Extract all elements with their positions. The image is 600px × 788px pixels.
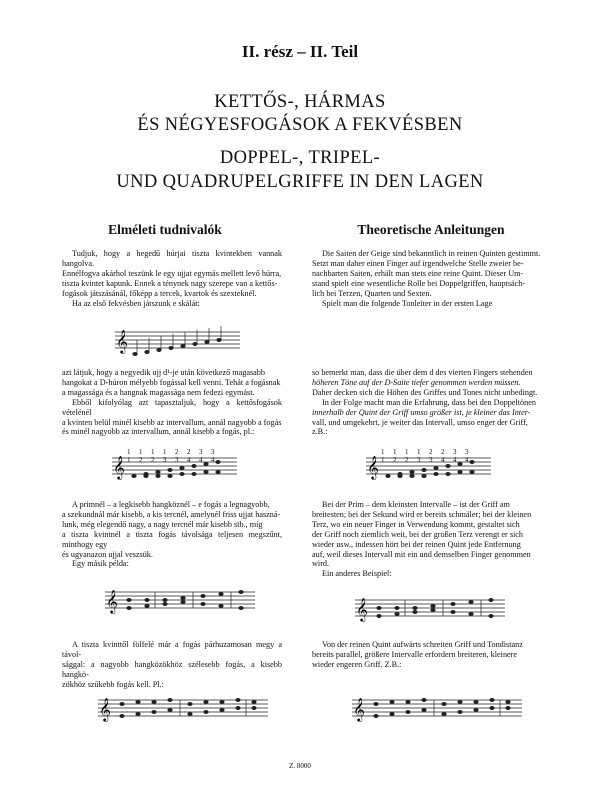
treble-clef-icon: 𝄞 — [356, 597, 368, 621]
finger-number: 4 — [199, 456, 203, 464]
text-line: azt látjuk, hogy a negyedik ujj d¹-je után következő magasabb — [62, 368, 265, 377]
finger-number: 4 — [187, 456, 191, 464]
text-line: innerhalb der Quint der Griff umso größer ist, je kleiner das Inter- — [312, 407, 531, 417]
finger-number: 2 — [441, 448, 445, 456]
finger-number: 1 — [381, 448, 385, 456]
finger-number: 2 — [393, 456, 397, 464]
treble-clef-icon: 𝄞 — [353, 697, 365, 721]
text-line: auf, weil dieses Intervall mit ein und demselben Finger genommen — [312, 549, 531, 559]
right-paragraph-3 — [312, 500, 542, 579]
text-line: wieder usw., indessen hört bei der reinen Quint jede Entfernung — [312, 539, 521, 549]
scale-fingering — [130, 322, 226, 330]
right-paragraph-2 — [312, 368, 542, 437]
text-line: A primnél – a legkisebb hangköznél – e fogás a legnagyobb, — [72, 500, 270, 509]
text-line: a kvinten belül minél kisebb az intervallum, annál nagyobb a fogás — [62, 417, 282, 427]
text-line: Terz, wo ein neuer Finger in Verwendung kommt, gestaltet sich — [312, 519, 520, 529]
finger-number: 4 — [453, 456, 457, 464]
part-heading: II. rész – II. Teil — [241, 42, 359, 61]
text-line: z.B.: — [312, 427, 328, 437]
finger-number: 2 — [429, 448, 433, 456]
text-line: Ebből kifolyólag azt tapasztaljuk, hogy a kettősfogások vételénél — [62, 397, 282, 417]
treble-clef-icon: 𝄞 — [367, 455, 379, 479]
title-hungarian-line-1: KETTŐS-, HÁRMAS — [214, 92, 386, 112]
text-line: stand spielt eine wesentliche Rolle bei Doppelgriffen, hauptsäch- — [312, 278, 526, 288]
double-stop-fingering-bottom-right — [381, 457, 477, 464]
text-line: Bei der Prim – dem kleinsten Intervalle – ist der Griff am — [322, 500, 510, 509]
text-line: Ha az első fekvésben játszunk e skálát: — [72, 298, 200, 308]
music-staff-example-2 — [105, 582, 265, 618]
finger-number: 3 — [429, 456, 433, 464]
text-line: és minél nagyobb az intervallum, annál kisebb a fogás, pl.: — [62, 427, 255, 437]
text-line: A tiszta kvinttől fölfelé már a fogás párhuzamosan megy a távol- — [62, 640, 282, 659]
text-line: nachbarten Saiten, erhält man stets eine reine Quint. Dieser Um- — [312, 268, 524, 278]
right-paragraph-4 — [312, 640, 542, 670]
finger-number: 3 — [163, 456, 167, 464]
title-german-line-1: DOPPEL-, TRIPEL- — [219, 148, 381, 168]
finger-number: 1 — [405, 448, 409, 456]
text-line: so bemerkt man, dass die über dem d des vierten Fingers stehenden — [312, 368, 533, 377]
title-german-line-2: UND QUADRUPELGRIFFE IN DEN LAGEN — [116, 172, 484, 192]
double-stop-fingering-bottom — [127, 457, 223, 464]
music-staff-example-2-right — [355, 590, 515, 626]
text-line: lunk, még elegendő nagy, a nagy tercnél már kisebb stb., míg — [62, 519, 263, 529]
text-line: Egy másik példa: — [72, 559, 129, 569]
left-paragraph-2 — [62, 368, 282, 437]
double-stop-fingering-top-right — [381, 449, 477, 456]
text-line: lich bei Terzen, Quarten und Sexten. — [312, 288, 432, 298]
finger-number: 2 — [175, 448, 179, 456]
text-line: sággal: a nagyobb hangközökhöz szélesebb fogás, a kisebb hangkö- — [62, 659, 282, 679]
finger-number: 1 — [163, 448, 167, 456]
treble-clef-icon: 𝄞 — [116, 329, 128, 353]
text-line: fogások játszásánál, főképp a tercek, kvartok és szexteknél. — [62, 288, 257, 298]
text-line: Daher decken sich die Höhen des Griffes und Tones nicht unbedingt. — [312, 387, 538, 397]
left-paragraph-1 — [62, 249, 282, 308]
text-line: der Griff noch ziemlich weit, bei der großen Terz verengt er sich — [312, 529, 524, 539]
text-line: wird. — [312, 559, 330, 569]
text-line: Spielt man die folgende Tonleiter in der ersten Lage — [322, 298, 493, 308]
text-line: Setzt man daher einen Finger auf irgendwelche Stelle zweier be- — [312, 258, 524, 268]
text-line: Tudjuk, hogy a hegedű húrjai tiszta kvintekben vannak hangolva. — [62, 249, 282, 268]
text-line: bereits parallel, größere Intervalle erfordern breiteren, kleinere — [312, 649, 518, 659]
left-column-heading: Elméleti tudnivalók — [108, 222, 222, 237]
finger-number: 3 — [211, 448, 215, 456]
finger-number: 1 — [127, 456, 131, 464]
finger-number: 2 — [139, 456, 143, 464]
title-hungarian-line-2: ÉS NÉGYESFOGÁSOK A FEKVÉSBEN — [137, 115, 463, 135]
text-line: a magassága és a hangnak magassága nem fedezi egymást. — [62, 387, 255, 397]
finger-number: 3 — [417, 456, 421, 464]
text-line: hangokat a D-húron mélyebb fogással kell venni. Tehát a fogásnak — [62, 377, 281, 387]
text-line: Ein anderes Beispiel: — [322, 569, 392, 579]
text-line: Von der reinen Quint aufwärts schreiten Griff und Tondistanz — [322, 640, 523, 649]
finger-number: 3 — [199, 448, 203, 456]
finger-number: 2 — [151, 456, 155, 464]
finger-number: 1 — [127, 448, 131, 456]
music-staff-example-3 — [98, 690, 273, 726]
treble-clef-icon: 𝄞 — [113, 455, 125, 479]
text-line: Ennélfogva akárhol teszünk le egy ujjat egymás mellett levő húrra, — [62, 268, 282, 278]
text-line: breitesten; bei der Sekund wird er bereits schmäler; bei der kleinen — [312, 509, 532, 519]
text-line: zökhöz szűkebb fogás kell. Pl.: — [62, 679, 164, 689]
finger-number: 3 — [465, 448, 469, 456]
right-column-heading: Theoretische Anleitungen — [357, 222, 505, 237]
finger-number: 3 — [453, 448, 457, 456]
finger-number: 3 — [175, 456, 179, 464]
left-paragraph-3 — [62, 500, 282, 569]
text-line: Die Saiten der Geige sind bekanntlich in reinen Quinten gestimmt. — [322, 249, 541, 258]
left-paragraph-4 — [62, 640, 282, 690]
finger-number: 1 — [417, 448, 421, 456]
text-line: vall, und umgekehrt, je weiter das Intervall, umso enger der Griff, — [312, 417, 528, 427]
double-stop-fingering-top — [127, 449, 223, 456]
right-paragraph-1 — [312, 249, 542, 308]
text-line: höheren Töne auf der D-Saite tiefer genommen werden müssen. — [312, 377, 521, 387]
text-line: tiszta kvintet kapunk. Ennek a ténynek nagy szerepe van a kettős- — [62, 278, 278, 288]
finger-number: 4 — [211, 456, 215, 464]
finger-number: 1 — [151, 448, 155, 456]
finger-number: 2 — [405, 456, 409, 464]
finger-number: 1 — [393, 448, 397, 456]
text-line: wieder engeren Griff. Z.B.: — [312, 659, 402, 669]
text-line: a szekundnál már kisebb, a kis tercnél, amelynél friss ujjat haszná- — [62, 509, 281, 519]
text-line: In der Folge macht man die Erfahrung, dass bei den Doppeltönen — [322, 397, 536, 407]
treble-clef-icon: 𝄞 — [106, 589, 118, 613]
finger-number: 4 — [465, 456, 469, 464]
text-line: a tiszta kvintnél a tiszta fogás távolsága teljesen megszűnt, minthogy egy — [62, 529, 282, 549]
finger-number: 2 — [187, 448, 191, 456]
music-staff-example-3-right — [352, 690, 527, 726]
page-footer-code: Z. 8000 — [289, 762, 311, 770]
finger-number: 1 — [139, 448, 143, 456]
finger-number: 4 — [441, 456, 445, 464]
treble-clef-icon: 𝄞 — [99, 697, 111, 721]
text-line: és ugyanazon ujjal veszsük. — [62, 549, 153, 559]
finger-number: 1 — [381, 456, 385, 464]
